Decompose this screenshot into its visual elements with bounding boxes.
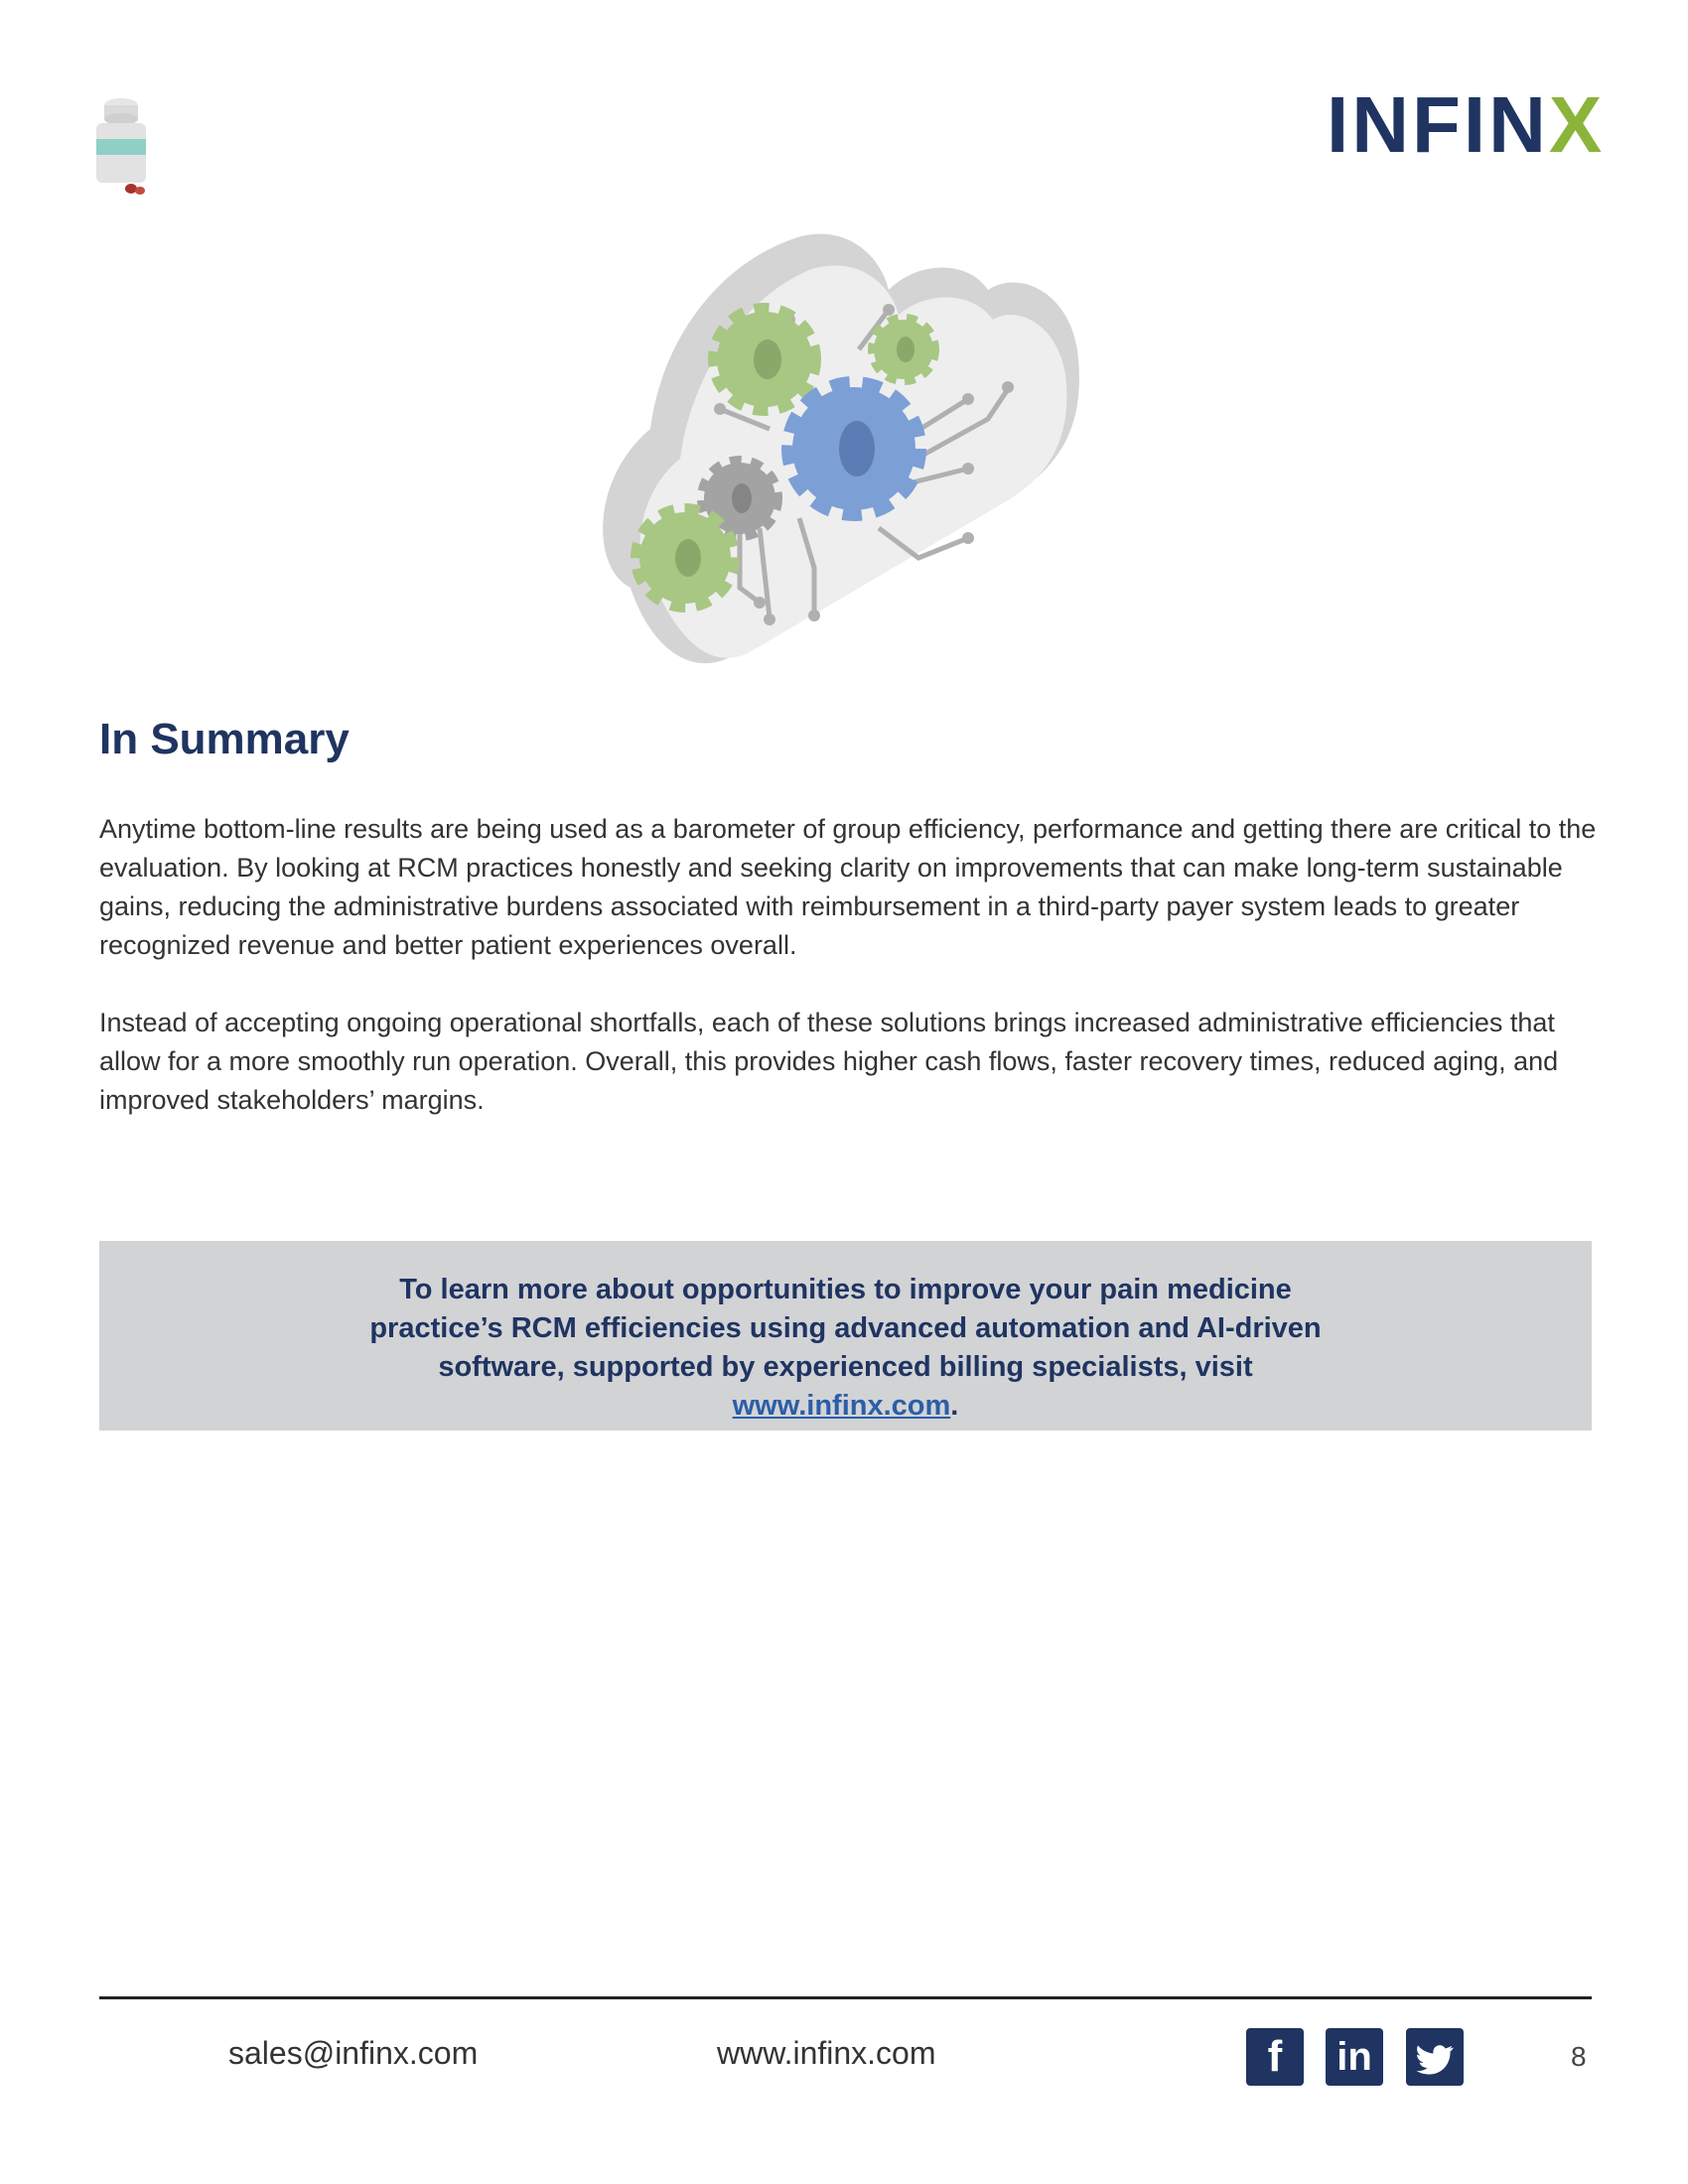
footer-website-link[interactable]: www.infinx.com: [717, 2035, 936, 2071]
green-gear-bottom: [639, 512, 731, 604]
facebook-icon[interactable]: f: [1246, 2028, 1304, 2086]
summary-paragraph-2: Instead of accepting ongoing operational shortfalls, each of these solutions brings increased administrative efficiencies that allow for a more smoothly run operation. Overall, this provides higher cash flows, faster recovery times, reduced aging, and improved stakeholders’ margins.: [99, 1008, 1559, 1115]
callout-text: [338, 1271, 1353, 1426]
summary-paragraph-1: Anytime bottom-line results are being used as a barometer of group efficiency, performance and getting there are critical to the evaluation. By looking at RCM practices honestly and seeking clarity on improvements that can make long-term sustainable gains, reducing the administrative burdens associated with reimbursement in a third-party payer system leads to greater recognized revenue and better patient experiences overall.: [99, 814, 1597, 960]
twitter-icon[interactable]: [1406, 2028, 1464, 2086]
callout-website-link[interactable]: www.infinx.com: [732, 1390, 951, 1422]
green-gear-large: [717, 312, 812, 407]
logo-main-text: INFIN: [1327, 80, 1549, 169]
callout-text-lead: To learn more about opportunities to improve your pain medicine practice’s RCM efficiencies using advanced automation and AI-driven software, supported by experienced billing specialists, visit: [369, 1274, 1322, 1383]
callout-box: [99, 1241, 1592, 1431]
pill-bottle-icon: [94, 95, 164, 205]
cloud-gears-illustration: [591, 230, 1107, 687]
section-heading: In Summary: [99, 715, 350, 763]
blue-gear: [792, 387, 915, 510]
footer-email-link[interactable]: sales@infinx.com: [228, 2035, 479, 2071]
footer-divider: [99, 1996, 1592, 1999]
linkedin-icon[interactable]: in: [1326, 2028, 1383, 2086]
page-number: 8: [1571, 2041, 1587, 2072]
infinx-logo: [1327, 80, 1606, 169]
callout-text-end: .: [950, 1390, 959, 1422]
logo-accent-text: X: [1548, 80, 1606, 169]
green-gear-small: [874, 320, 933, 379]
